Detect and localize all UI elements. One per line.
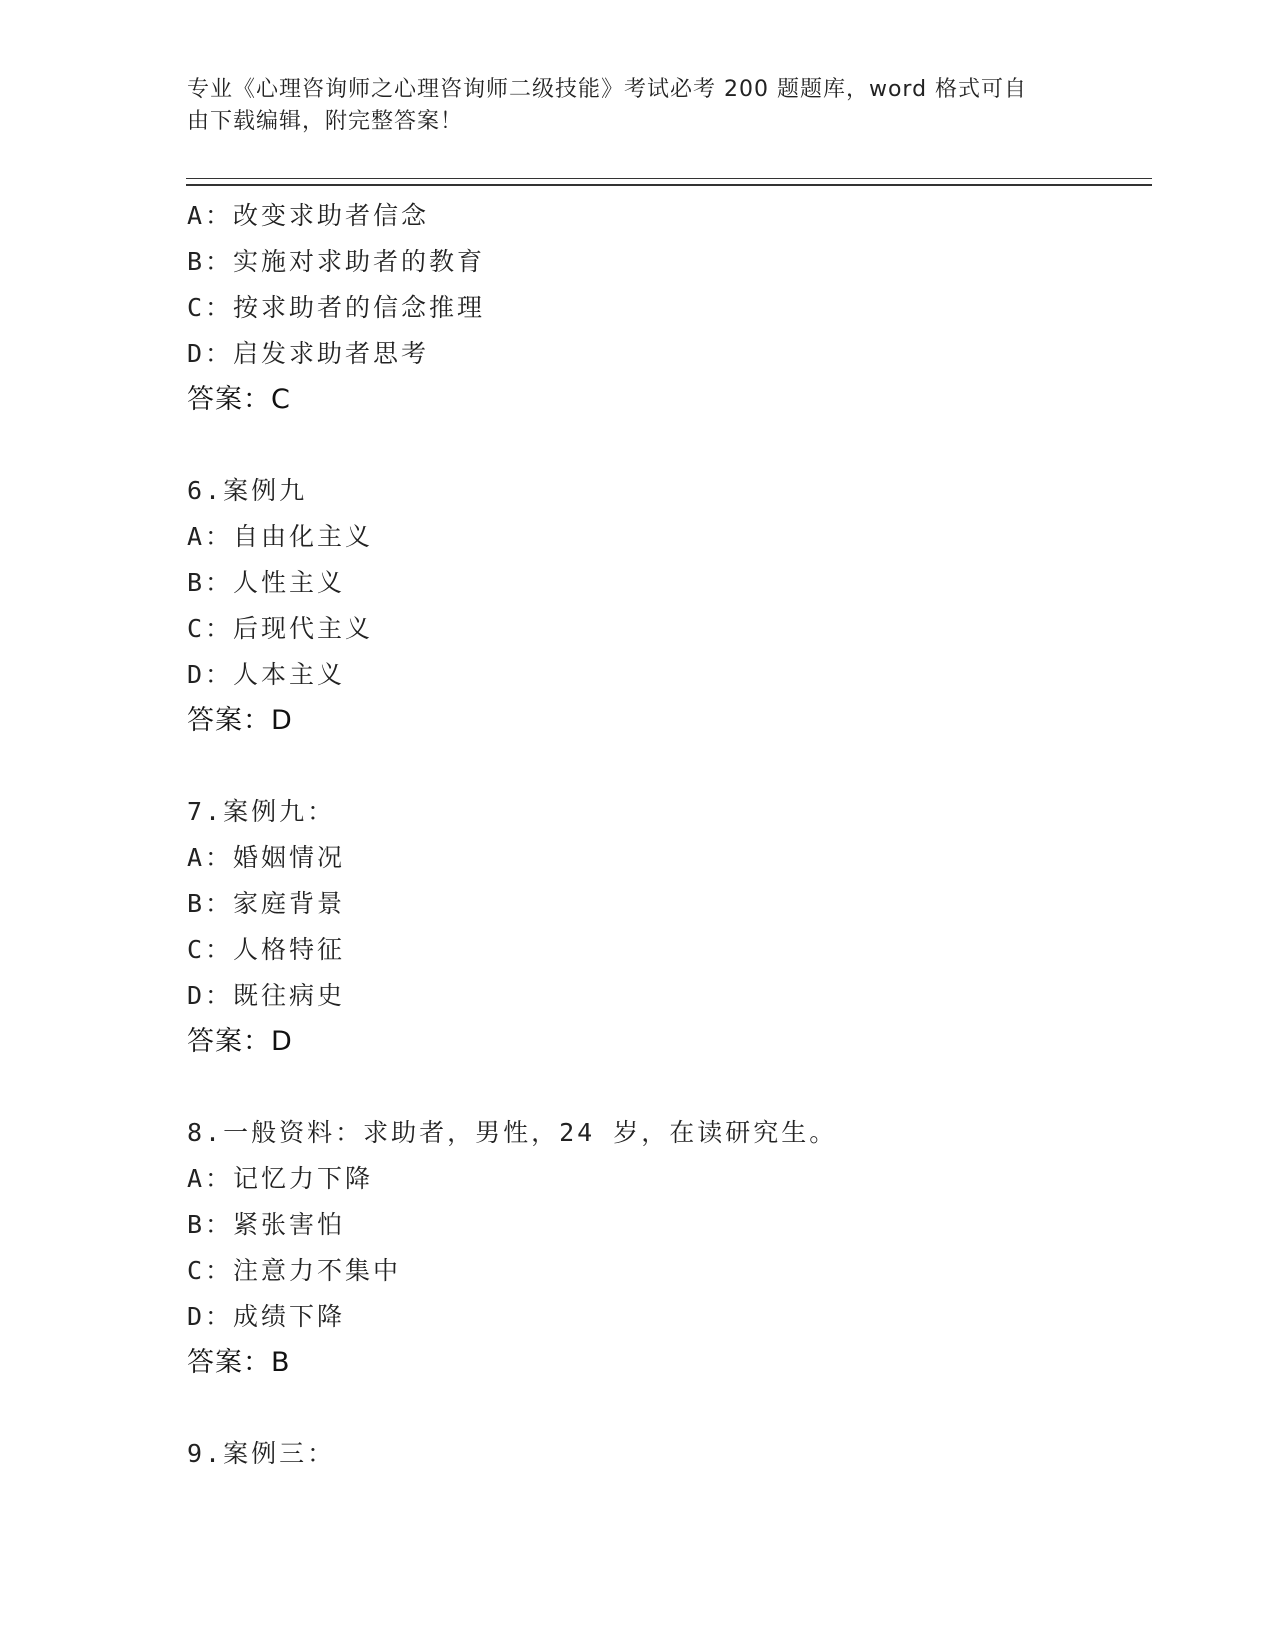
option-c: C：人格特征: [187, 935, 346, 964]
question-list: [187, 193, 1147, 1477]
header-divider: [186, 178, 1152, 186]
question-block-7: [187, 789, 1147, 1065]
answer-line: 答案：D: [187, 705, 293, 736]
question-block-9: [187, 1431, 1147, 1477]
option-c: C：注意力不集中: [187, 1256, 402, 1285]
option-c: C：后现代主义: [187, 614, 374, 643]
spacer: [187, 423, 1147, 468]
option-b: B：实施对求助者的教育: [187, 247, 486, 276]
option-a: A：婚姻情况: [187, 843, 346, 872]
question-block-8: [187, 1110, 1147, 1386]
spacer: [187, 1065, 1147, 1110]
spacer: [187, 744, 1147, 789]
option-b: B：人性主义: [187, 568, 346, 597]
question-block-5: [187, 193, 1147, 423]
option-a: A：自由化主义: [187, 522, 374, 551]
answer-line: 答案：B: [187, 1347, 291, 1378]
option-d: D：人本主义: [187, 660, 346, 689]
option-d: D：成绩下降: [187, 1302, 346, 1331]
option-b: B：紧张害怕: [187, 1210, 346, 1239]
question-title: 9.案例三：: [187, 1439, 336, 1468]
option-a: A：改变求助者信念: [187, 201, 430, 230]
header-line-2: 由下载编辑，附完整答案！: [187, 109, 464, 134]
option-c: C：按求助者的信念推理: [187, 293, 486, 322]
option-b: B：家庭背景: [187, 889, 346, 918]
header-line-1: 专业《心理咨询师之心理咨询师二级技能》考试必考 200 题题库，word 格式可自: [187, 77, 1028, 102]
option-a: A：记忆力下降: [187, 1164, 374, 1193]
question-block-6: [187, 468, 1147, 744]
option-d: D：启发求助者思考: [187, 339, 430, 368]
question-title: 6.案例九: [187, 476, 308, 505]
answer-line: 答案：C: [187, 384, 291, 415]
question-title: 8.一般资料：求助者，男性，24 岁，在读研究生。: [187, 1118, 838, 1147]
document-header: [187, 74, 1067, 138]
option-d: D：既往病史: [187, 981, 346, 1010]
answer-line: 答案：D: [187, 1026, 293, 1057]
spacer: [187, 1386, 1147, 1431]
question-title: 7.案例九：: [187, 797, 336, 826]
